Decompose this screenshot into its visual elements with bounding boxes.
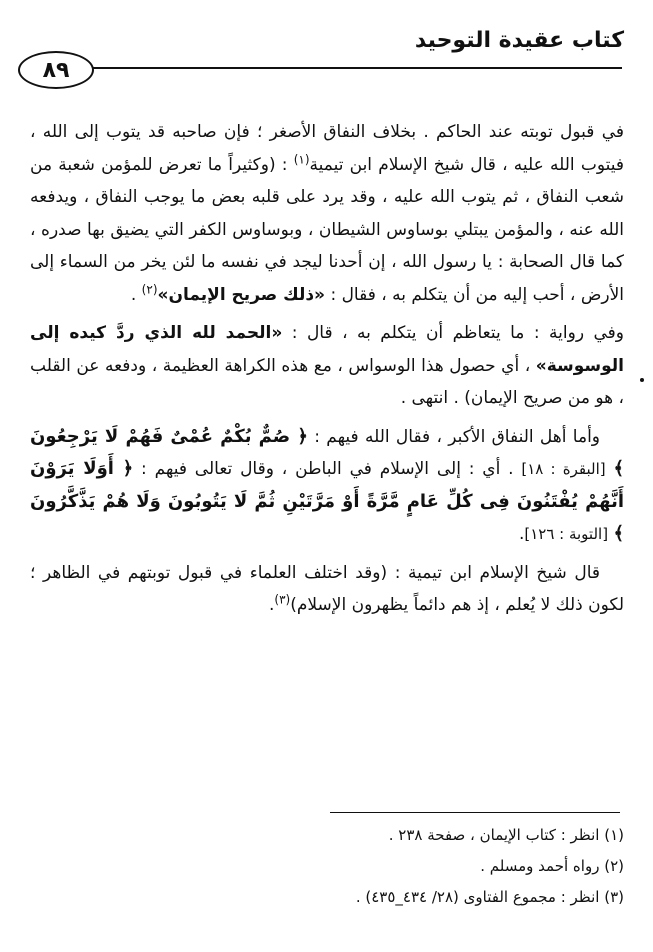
- footnotes: [30, 820, 624, 913]
- verse-citation-1: [البقرة : ١٨]: [521, 460, 606, 478]
- paragraph-2-text-a: وفي رواية : ما يتعاظم أن يتكلم به ، قال :: [291, 323, 624, 343]
- main-text: [30, 116, 624, 622]
- quran-verse-2: ﴿ أَوَلَا يَرَوْنَ أَنَّهُمْ يُفْتَنُونَ فِى كُلِّ عَامٍ مَّرَّةً أَوْ مَرَّتَيْنِ ثُمَّ لَا يَتُوبُونَ وَلَا هُمْ يَذَّكَّرُونَ ﴾: [30, 458, 624, 544]
- paragraph-3: [30, 421, 624, 551]
- header-rule: [80, 67, 622, 69]
- paragraph-3-text-b: . أي : إلى الإسلام في الباطن ، وقال تعالى فيهم :: [141, 459, 514, 479]
- footnote-3: (٣) انظر : مجموع الفتاوى (٢٨/ ٤٣٤_٤٣٥) .: [355, 888, 624, 906]
- hadith-quote-2: «الحمد لله الذي ردَّ كيده إلى الوسوسة»: [30, 323, 624, 376]
- paragraph-3-end: .: [518, 524, 525, 544]
- footnote-ref-2: (٢): [141, 281, 158, 296]
- footnote-ref-3: (٣): [274, 592, 291, 607]
- paragraph-3-text-a: وأما أهل النفاق الأكبر ، فقال الله فيهم :: [314, 426, 601, 447]
- page-number-badge: ٨٩: [18, 51, 94, 89]
- paragraph-4: [30, 557, 624, 622]
- hadith-quote-1: «ذلك صريح الإيمان»: [157, 284, 326, 305]
- paragraph-4-text: قال شيخ الإسلام ابن تيمية : (وقد اختلف العلماء في قبول توبتهم في الظاهر ؛ لكون ذلك لا يُعلم ، إذ هم دائماً يظهرون الإسلام): [30, 562, 624, 615]
- paragraph-1-text-a: في قبول توبته عند الحاكم . بخلاف النفاق الأصغر ؛ فإن صاحبه قد يتوب إلى الله ، فيتوب الله عليه ، قال شيخ الإسلام ابن تيمية: [30, 122, 624, 175]
- footnote-2: (٢) رواه أحمد ومسلم .: [480, 857, 624, 875]
- margin-mark: [640, 378, 644, 382]
- footnote-separator: [330, 812, 620, 813]
- footnote-ref-1: (١): [293, 151, 310, 166]
- paragraph-4-end: .: [269, 595, 275, 615]
- paragraph-2: [30, 317, 624, 415]
- quran-verse-1: ﴿ صُمٌّ بُكْمٌ عُمْىٌ فَهُمْ لَا يَرْجِعُونَ ﴾: [30, 425, 624, 479]
- page-header: [18, 22, 630, 92]
- paragraph-1: [30, 116, 624, 311]
- verse-citation-2: [التوبة : ١٢٦]: [524, 525, 609, 543]
- paragraph-1-text-b: : (وكثيراً ما تعرض للمؤمن شعبة من شعب النفاق ، ثم يتوب الله عليه ، وقد يرد على قلبه بعض ما يوجب النفاق ، ويدفعه الله عنه ، والمؤمن يبتلي بوساوس الشيطان ، وبوساوس الكفر التي يضيق بها صدره ، كما قال الصحابة : يا رسول الله ، إن أحدنا ليجد في نفسه ما لئن يخر من السماء إلى الأرض ، أحب إليه من أن يتكلم به ، فقال :: [30, 154, 624, 305]
- footnote-1: (١) انظر : كتاب الإيمان ، صفحة ٢٣٨ .: [388, 826, 624, 844]
- paragraph-1-end: .: [130, 284, 137, 305]
- running-title: كتاب عقيدة التوحيد: [414, 28, 624, 53]
- paragraph-2-text-b: ، أي حصول هذا الوسواس ، مع هذه الكراهة العظيمة ، ودفعه عن القلب ، هو من صريح الإيمان) . انتهى .: [30, 355, 624, 408]
